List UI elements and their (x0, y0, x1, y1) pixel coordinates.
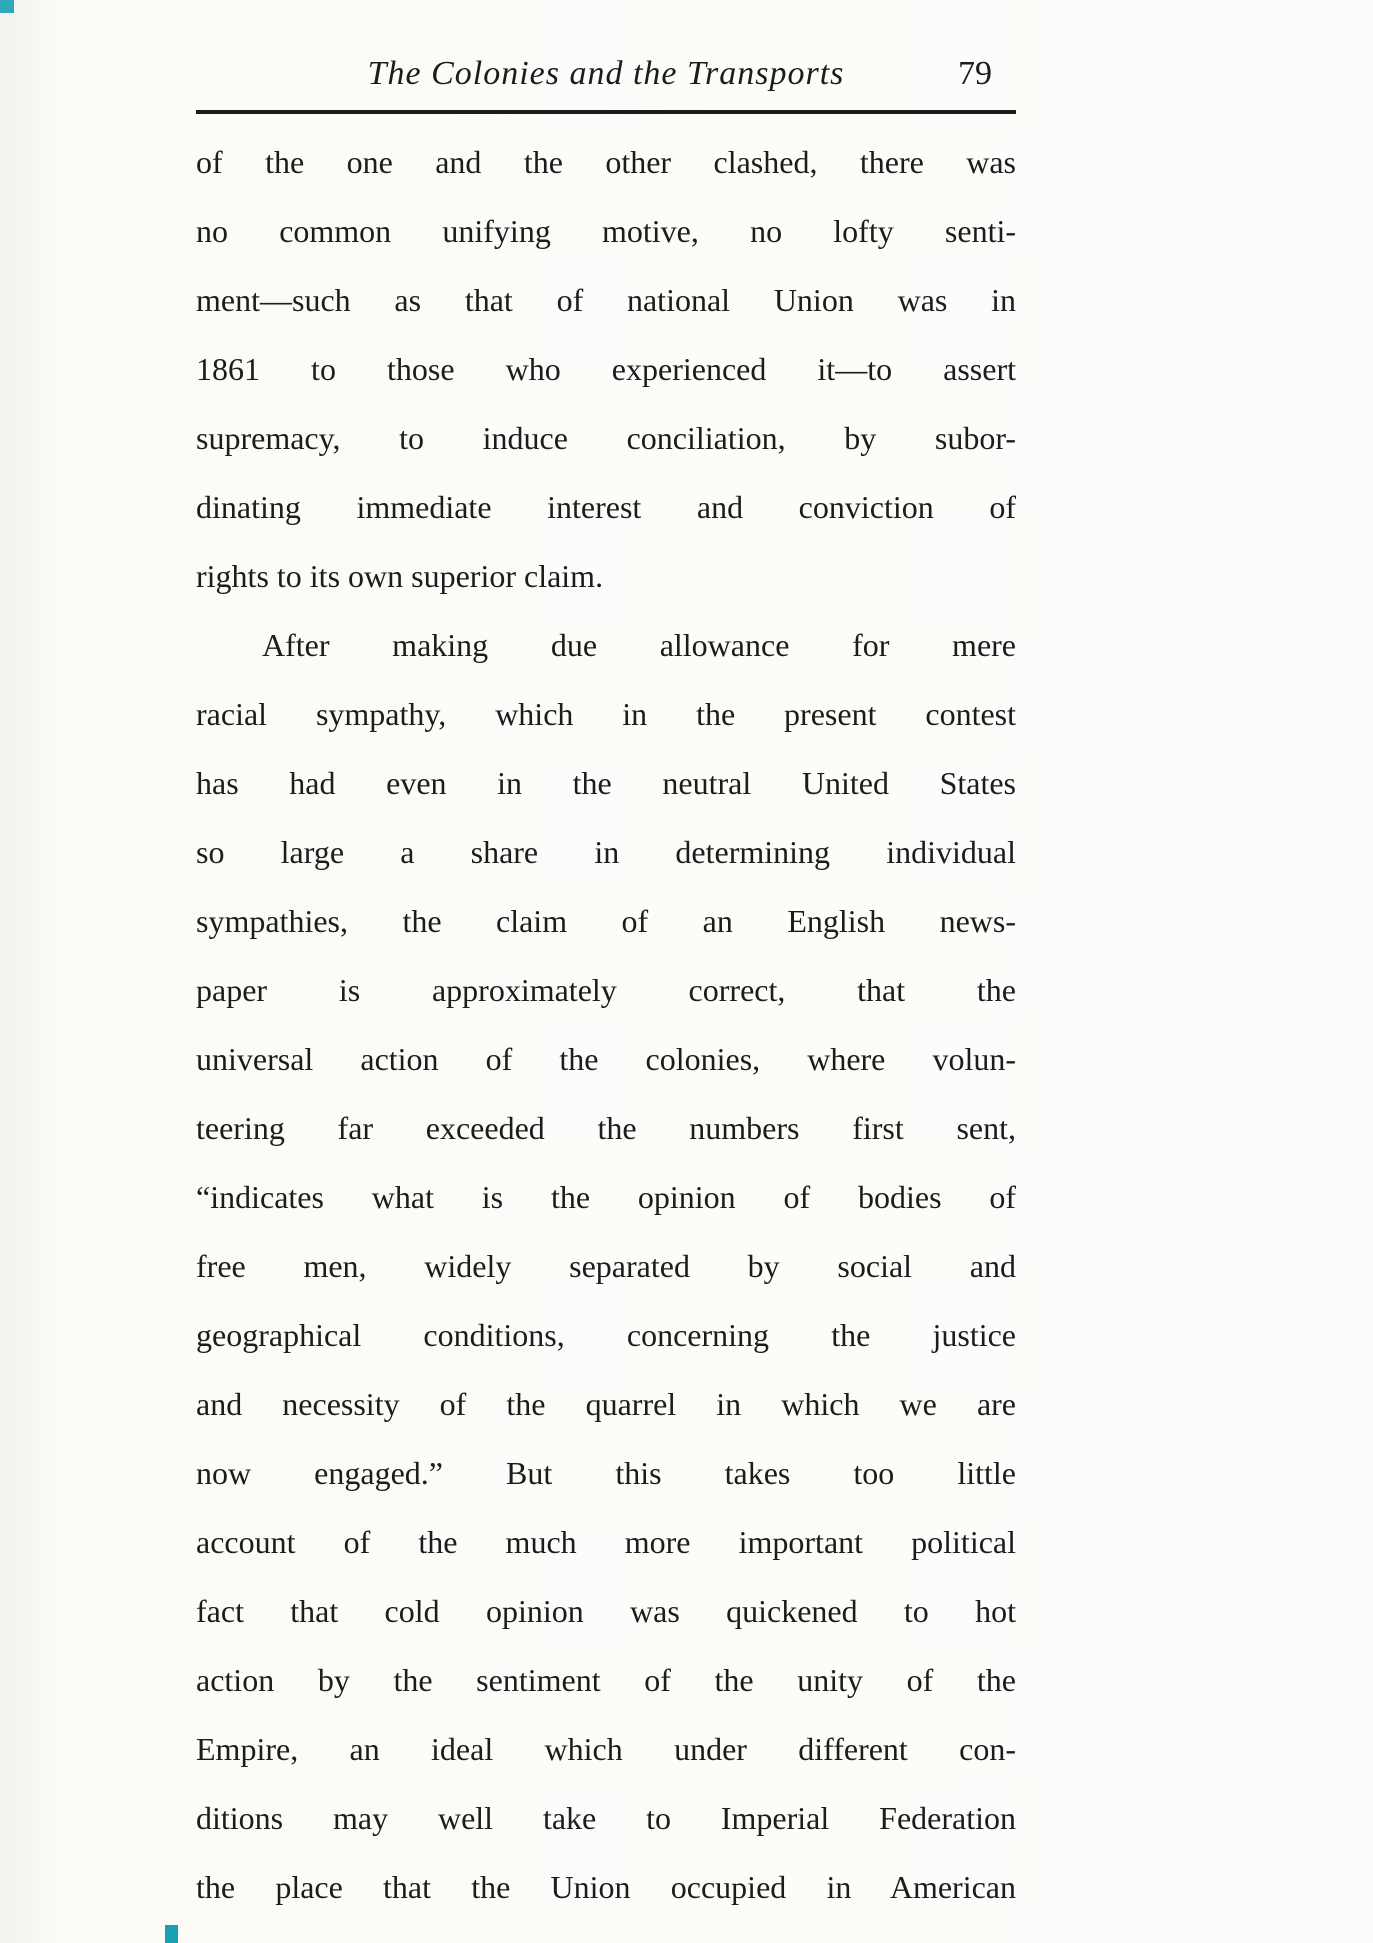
text-block (196, 48, 1016, 1922)
text-line: geographical conditions, concerning the justice (196, 1317, 1016, 1353)
text-line: action by the sentiment of the unity of the (196, 1662, 1016, 1698)
text-line: fact that cold opinion was quickened to hot (196, 1593, 1016, 1629)
text-line: sympathies, the claim of an English news- (196, 903, 1016, 939)
text-line: account of the much more important political (196, 1524, 1016, 1560)
text-line: paper is approximately correct, that the (196, 972, 1016, 1008)
text-line: free men, widely separated by social and (196, 1248, 1016, 1284)
text-line: now engaged.” But this takes too little (196, 1455, 1016, 1491)
text-line: ditions may well take to Imperial Federation (196, 1800, 1016, 1836)
text-line-paragraph-start: After making due allowance for mere (262, 627, 1016, 663)
text-line-paragraph-end: rights to its own superior claim. (196, 558, 604, 594)
running-head-title: The Colonies and the Transports (367, 55, 845, 92)
text-line: 1861 to those who experienced it—to assert (196, 351, 1016, 387)
text-line: ment—such as that of national Union was in (196, 282, 1016, 318)
text-line: and necessity of the quarrel in which we are (196, 1386, 1016, 1422)
page-number: 79 (958, 55, 992, 92)
text-line: has had even in the neutral United States (196, 765, 1016, 801)
text-line: racial sympathy, which in the present contest (196, 696, 1016, 732)
text-line: of the one and the other clashed, there was (196, 144, 1016, 180)
text-line: teering far exceeded the numbers first sent, (196, 1110, 1016, 1146)
running-head (196, 48, 1016, 100)
text-line: no common unifying motive, no lofty senti- (196, 213, 1016, 249)
text-line: Empire, an ideal which under different con- (196, 1731, 1016, 1767)
text-line: so large a share in determining individual (196, 834, 1016, 870)
head-rule-divider (196, 110, 1016, 114)
body-text (196, 128, 1016, 1922)
text-line: dinating immediate interest and conviction of (196, 489, 1016, 525)
text-line: “indicates what is the opinion of bodies of (196, 1179, 1016, 1215)
scan-artifact-bottom (165, 1925, 178, 1943)
scan-artifact-top-left (0, 0, 14, 13)
text-line: universal action of the colonies, where volun- (196, 1041, 1016, 1077)
text-line: supremacy, to induce conciliation, by subor- (196, 420, 1016, 456)
text-line: the place that the Union occupied in American (196, 1869, 1016, 1905)
